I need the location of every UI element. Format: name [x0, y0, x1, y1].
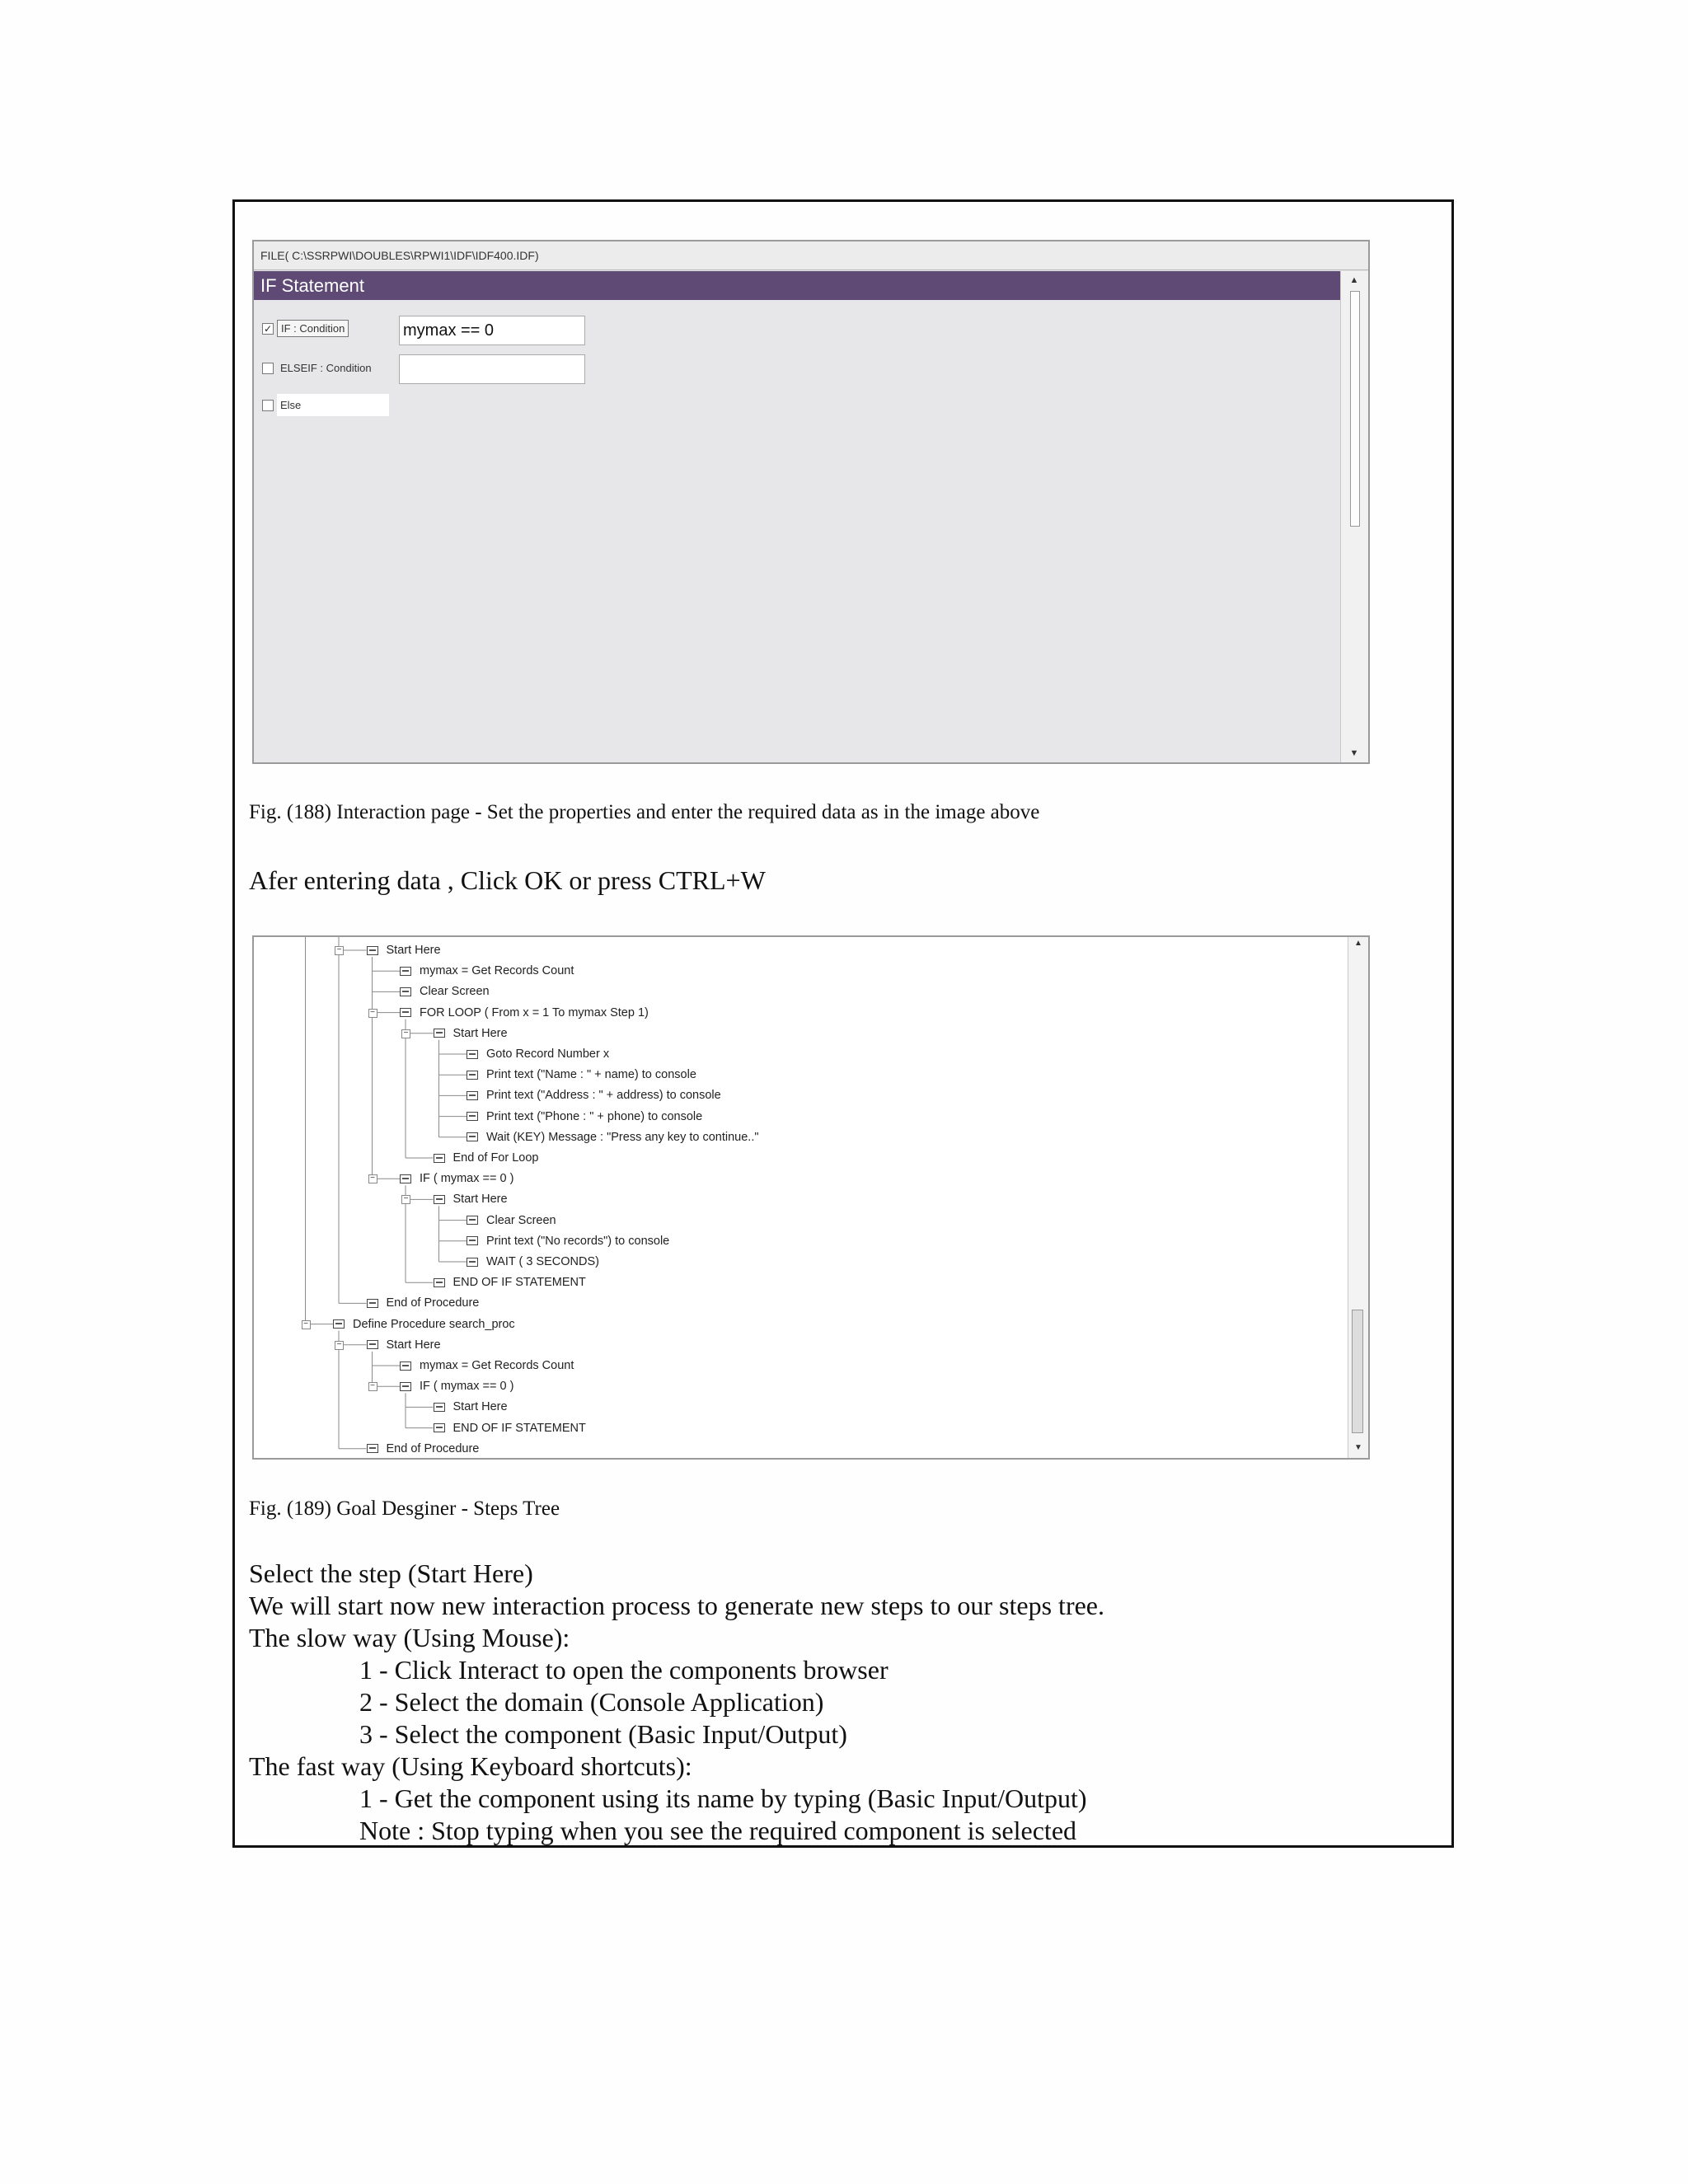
- step-icon: [400, 1382, 411, 1391]
- step-icon: [467, 1050, 478, 1059]
- tree-node-label: Print text ("Address : " + address) to console: [486, 1089, 721, 1103]
- tree-node[interactable]: [367, 1337, 441, 1353]
- tree-node-label: mymax = Get Records Count: [420, 1359, 574, 1372]
- tree-node-label: Print text ("No records") to console: [486, 1234, 670, 1248]
- if-statement-window: [252, 240, 1370, 764]
- tree-node-label: Clear Screen: [420, 985, 490, 999]
- body-step-line: Note : Stop typing when you see the required component is selected: [359, 1816, 1077, 1845]
- step-icon: [434, 1154, 445, 1163]
- tree-node[interactable]: [400, 1005, 649, 1021]
- step-icon: [467, 1258, 478, 1267]
- tree-node-label: Print text ("Name : " + name) to console: [486, 1068, 696, 1082]
- else-label: Else: [277, 394, 389, 416]
- tree-node-label: Goto Record Number x: [486, 1047, 610, 1061]
- tree-node[interactable]: [467, 1087, 721, 1104]
- body-line: The slow way (Using Mouse):: [249, 1623, 570, 1652]
- body-step-line: 1 - Get the component using its name by typing (Basic Input/Output): [359, 1783, 1087, 1813]
- step-icon: [367, 946, 378, 955]
- tree-node-label: WAIT ( 3 SECONDS): [486, 1255, 599, 1268]
- step-icon: [434, 1278, 445, 1287]
- step-icon: [467, 1091, 478, 1100]
- body-step-line: 1 - Click Interact to open the components browser: [359, 1655, 889, 1685]
- step-icon: [367, 1299, 378, 1308]
- tree-node[interactable]: [400, 1357, 574, 1374]
- collapse-icon[interactable]: −: [401, 1029, 410, 1038]
- tree-node[interactable]: [434, 1399, 508, 1415]
- step-icon: [467, 1132, 478, 1141]
- scroll-thumb[interactable]: [1352, 1310, 1363, 1433]
- else-row: [262, 394, 389, 416]
- tree-node[interactable]: [367, 1295, 480, 1311]
- step-icon: [400, 1008, 411, 1017]
- tree-node[interactable]: [400, 1378, 513, 1394]
- collapse-icon[interactable]: −: [335, 1341, 344, 1350]
- step-icon: [400, 1174, 411, 1183]
- tree-node[interactable]: [434, 1025, 508, 1042]
- scroll-thumb[interactable]: [1350, 291, 1360, 527]
- elseif-condition-field[interactable]: [399, 354, 585, 384]
- tree-node[interactable]: [434, 1150, 539, 1166]
- tree-node[interactable]: [434, 1274, 586, 1291]
- tree-node[interactable]: [367, 1441, 480, 1457]
- tree-node[interactable]: [467, 1046, 609, 1062]
- tree-node[interactable]: [434, 1420, 586, 1436]
- scroll-up-icon[interactable]: ▲: [1354, 939, 1362, 948]
- tree-node[interactable]: [467, 1066, 696, 1083]
- collapse-icon[interactable]: −: [335, 946, 344, 955]
- tree-node-label: End of Procedure: [386, 1296, 480, 1310]
- tree-node-label: Start Here: [386, 944, 441, 957]
- else-checkbox[interactable]: [262, 400, 274, 411]
- if-condition-row: [262, 320, 349, 337]
- tree-node-label: FOR LOOP ( From x = 1 To mymax Step 1): [420, 1005, 649, 1019]
- collapse-icon[interactable]: −: [401, 1195, 410, 1204]
- scroll-up-icon[interactable]: ▲: [1349, 275, 1359, 285]
- scroll-down-icon[interactable]: ▼: [1354, 1443, 1362, 1452]
- scroll-down-icon[interactable]: ▼: [1349, 748, 1359, 758]
- tree-node[interactable]: [367, 942, 441, 958]
- tree-node-label: Start Here: [386, 1338, 441, 1352]
- body-text: [249, 1558, 1104, 1847]
- elseif-condition-label: ELSEIF : Condition: [280, 362, 372, 374]
- step-icon: [434, 1403, 445, 1412]
- instruction-text: Afer entering data , Click OK or press CTRL+W: [249, 865, 766, 895]
- tree-node[interactable]: [333, 1316, 515, 1333]
- body-step-line: 2 - Select the domain (Console Application): [359, 1687, 824, 1717]
- if-condition-field[interactable]: mymax == 0: [399, 316, 585, 345]
- step-icon: [434, 1195, 445, 1204]
- step-icon: [467, 1216, 478, 1225]
- tree-node[interactable]: [434, 1191, 508, 1207]
- tree-node[interactable]: [467, 1129, 759, 1146]
- collapse-icon[interactable]: −: [368, 1009, 377, 1018]
- tree-node[interactable]: [467, 1254, 599, 1270]
- step-icon: [367, 1444, 378, 1453]
- tree-node-label: Clear Screen: [486, 1213, 556, 1227]
- tree-node[interactable]: [467, 1212, 556, 1229]
- tree-node-label: mymax = Get Records Count: [420, 964, 574, 978]
- tree-node-label: Define Procedure search_proc: [353, 1317, 515, 1331]
- collapse-icon[interactable]: −: [368, 1174, 377, 1183]
- tree-node-label: End of Procedure: [386, 1441, 480, 1455]
- step-icon: [400, 1361, 411, 1371]
- step-icon: [467, 1236, 478, 1245]
- step-icon: [434, 1029, 445, 1038]
- if-condition-label: IF : Condition: [277, 320, 349, 337]
- tree-node-label: Print text ("Phone : " + phone) to console: [486, 1109, 703, 1123]
- tree-node[interactable]: [400, 963, 574, 979]
- tree-node-label: IF ( mymax == 0 ): [420, 1380, 514, 1394]
- tree-vertical-scrollbar[interactable]: [1348, 937, 1368, 1458]
- elseif-condition-checkbox[interactable]: [262, 363, 274, 374]
- step-icon: [367, 1340, 378, 1349]
- tree-node-label: Start Here: [452, 1193, 508, 1207]
- steps-tree-window: [252, 935, 1370, 1460]
- panel-title: IF Statement: [254, 271, 1340, 300]
- step-icon: [400, 967, 411, 976]
- body-step-line: 3 - Select the component (Basic Input/Output): [359, 1719, 847, 1749]
- step-icon: [434, 1423, 445, 1432]
- tree-node-label: END OF IF STATEMENT: [452, 1276, 586, 1290]
- body-line: We will start now new interaction process to generate new steps to our steps tree.: [249, 1591, 1104, 1620]
- tree-node[interactable]: [400, 1170, 513, 1187]
- tree-node[interactable]: [400, 983, 490, 1000]
- tree-node[interactable]: [467, 1233, 669, 1249]
- tree-node-label: Start Here: [452, 1026, 508, 1040]
- body-line: The fast way (Using Keyboard shortcuts):: [249, 1751, 692, 1781]
- body-line: Select the step (Start Here): [249, 1558, 533, 1588]
- vertical-scrollbar[interactable]: [1340, 271, 1368, 762]
- tree-node-label: Start Here: [452, 1400, 508, 1414]
- if-condition-checkbox[interactable]: ✓: [263, 322, 273, 335]
- step-icon: [467, 1112, 478, 1121]
- tree-node-label: Wait (KEY) Message : "Press any key to continue..": [486, 1130, 759, 1144]
- fig189-caption: Fig. (189) Goal Desginer - Steps Tree: [249, 1497, 560, 1520]
- fig188-caption: Fig. (188) Interaction page - Set the properties and enter the required data as in the image above: [249, 801, 1040, 823]
- file-path-bar: FILE( C:\SSRPWI\DOUBLES\RPWI1\IDF\IDF400.IDF): [254, 241, 1368, 270]
- step-icon: [400, 987, 411, 996]
- collapse-icon[interactable]: −: [368, 1382, 377, 1391]
- tree-node-label: End of For Loop: [452, 1151, 539, 1165]
- elseif-condition-row: [262, 360, 375, 376]
- tree-node-label: IF ( mymax == 0 ): [420, 1172, 514, 1186]
- tree-node-label: END OF IF STATEMENT: [452, 1421, 586, 1435]
- step-icon: [467, 1071, 478, 1080]
- tree-node[interactable]: [467, 1108, 702, 1125]
- collapse-icon[interactable]: −: [302, 1320, 311, 1329]
- step-icon: [333, 1319, 345, 1329]
